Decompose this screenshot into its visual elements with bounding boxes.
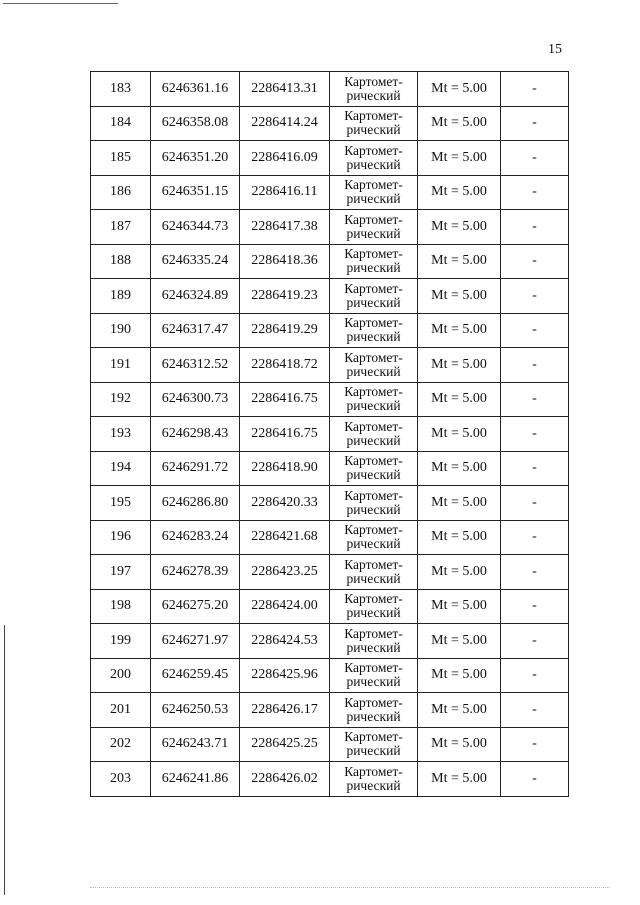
x-coordinate-cell: 6246259.45 [151,658,240,693]
table-row [91,520,569,555]
method-line-2: рический [346,605,401,621]
point-number-cell: 201 [91,693,151,728]
method-line-1: Картомет- [344,625,403,641]
method-line-2: рический [346,225,401,241]
table-row [91,417,569,452]
accuracy-cell: Mt = 5.00 [418,348,501,383]
note-cell: - [501,624,569,659]
x-coordinate-cell: 6246291.72 [151,451,240,486]
method-cell [330,72,418,107]
table-row [91,762,569,797]
point-number-cell: 184 [91,106,151,141]
method-cell [330,555,418,590]
table-row [91,210,569,245]
table-row [91,279,569,314]
x-coordinate-cell: 6246278.39 [151,555,240,590]
x-coordinate-cell: 6246358.08 [151,106,240,141]
method-cell [330,348,418,383]
point-number-cell: 192 [91,382,151,417]
method-line-1: Картомет- [344,487,403,503]
point-number-cell: 200 [91,658,151,693]
x-coordinate-cell: 6246300.73 [151,382,240,417]
point-number-cell: 187 [91,210,151,245]
note-cell: - [501,451,569,486]
table-row [91,244,569,279]
note-cell: - [501,72,569,107]
table-row [91,313,569,348]
accuracy-cell: Mt = 5.00 [418,693,501,728]
y-coordinate-cell: 2286418.36 [240,244,330,279]
x-coordinate-cell: 6246351.15 [151,175,240,210]
method-line-1: Картомет- [344,349,403,365]
y-coordinate-cell: 2286419.29 [240,313,330,348]
point-number-cell: 186 [91,175,151,210]
method-line-1: Картомет- [344,108,403,124]
y-coordinate-cell: 2286418.90 [240,451,330,486]
accuracy-cell: Mt = 5.00 [418,555,501,590]
method-cell [330,244,418,279]
method-line-2: рический [346,398,401,414]
note-cell: - [501,486,569,521]
y-coordinate-cell: 2286426.17 [240,693,330,728]
method-line-2: рический [346,156,401,172]
method-cell [330,451,418,486]
y-coordinate-cell: 2286420.33 [240,486,330,521]
header-rule [3,3,118,4]
table-row [91,624,569,659]
method-line-1: Картомет- [344,246,403,262]
method-line-1: Картомет- [344,591,403,607]
method-line-1: Картомет- [344,729,403,745]
scan-artifact [90,887,610,888]
point-number-cell: 198 [91,589,151,624]
accuracy-cell: Mt = 5.00 [418,520,501,555]
method-line-2: рический [346,191,401,207]
method-cell [330,520,418,555]
method-cell [330,486,418,521]
y-coordinate-cell: 2286424.00 [240,589,330,624]
x-coordinate-cell: 6246324.89 [151,279,240,314]
x-coordinate-cell: 6246250.53 [151,693,240,728]
method-line-2: рический [346,432,401,448]
y-coordinate-cell: 2286413.31 [240,72,330,107]
table-row [91,486,569,521]
y-coordinate-cell: 2286416.75 [240,417,330,452]
accuracy-cell: Mt = 5.00 [418,451,501,486]
accuracy-cell: Mt = 5.00 [418,210,501,245]
note-cell: - [501,279,569,314]
method-cell [330,279,418,314]
point-number-cell: 183 [91,72,151,107]
method-line-2: рический [346,639,401,655]
accuracy-cell: Mt = 5.00 [418,106,501,141]
y-coordinate-cell: 2286416.11 [240,175,330,210]
method-cell [330,141,418,176]
method-line-2: рический [346,467,401,483]
method-line-1: Картомет- [344,211,403,227]
table-row [91,175,569,210]
method-cell [330,313,418,348]
method-cell [330,693,418,728]
x-coordinate-cell: 6246275.20 [151,589,240,624]
point-number-cell: 195 [91,486,151,521]
method-line-1: Картомет- [344,177,403,193]
method-line-2: рический [346,87,401,103]
y-coordinate-cell: 2286416.09 [240,141,330,176]
accuracy-cell: Mt = 5.00 [418,658,501,693]
accuracy-cell: Mt = 5.00 [418,382,501,417]
x-coordinate-cell: 6246312.52 [151,348,240,383]
x-coordinate-cell: 6246283.24 [151,520,240,555]
point-number-cell: 194 [91,451,151,486]
method-cell [330,589,418,624]
method-line-1: Картомет- [344,315,403,331]
method-cell [330,417,418,452]
table-row [91,658,569,693]
x-coordinate-cell: 6246351.20 [151,141,240,176]
accuracy-cell: Mt = 5.00 [418,486,501,521]
method-line-2: рический [346,536,401,552]
accuracy-cell: Mt = 5.00 [418,244,501,279]
point-number-cell: 196 [91,520,151,555]
note-cell: - [501,520,569,555]
method-line-1: Картомет- [344,660,403,676]
method-line-1: Картомет- [344,384,403,400]
table-row [91,72,569,107]
note-cell: - [501,693,569,728]
y-coordinate-cell: 2286418.72 [240,348,330,383]
note-cell: - [501,555,569,590]
x-coordinate-cell: 6246243.71 [151,727,240,762]
method-line-2: рический [346,363,401,379]
y-coordinate-cell: 2286417.38 [240,210,330,245]
note-cell: - [501,417,569,452]
page-number: 15 [548,42,562,57]
x-coordinate-cell: 6246298.43 [151,417,240,452]
method-line-1: Картомет- [344,418,403,434]
method-line-2: рический [346,674,401,690]
method-line-2: рический [346,743,401,759]
note-cell: - [501,244,569,279]
x-coordinate-cell: 6246241.86 [151,762,240,797]
method-line-1: Картомет- [344,73,403,89]
method-line-2: рический [346,777,401,793]
point-number-cell: 190 [91,313,151,348]
method-line-1: Картомет- [344,763,403,779]
y-coordinate-cell: 2286426.02 [240,762,330,797]
note-cell: - [501,762,569,797]
table-row [91,106,569,141]
method-cell [330,106,418,141]
method-line-2: рический [346,122,401,138]
y-coordinate-cell: 2286416.75 [240,382,330,417]
note-cell: - [501,727,569,762]
point-number-cell: 185 [91,141,151,176]
accuracy-cell: Mt = 5.00 [418,417,501,452]
accuracy-cell: Mt = 5.00 [418,624,501,659]
table-row [91,589,569,624]
point-number-cell: 197 [91,555,151,590]
table-row [91,727,569,762]
method-cell [330,210,418,245]
note-cell: - [501,313,569,348]
y-coordinate-cell: 2286423.25 [240,555,330,590]
table-row [91,693,569,728]
accuracy-cell: Mt = 5.00 [418,313,501,348]
method-line-2: рический [346,708,401,724]
table-row [91,451,569,486]
note-cell: - [501,382,569,417]
scan-edge-mark [4,625,5,895]
table-row [91,141,569,176]
y-coordinate-cell: 2286424.53 [240,624,330,659]
method-line-2: рический [346,294,401,310]
accuracy-cell: Mt = 5.00 [418,141,501,176]
method-line-1: Картомет- [344,556,403,572]
x-coordinate-cell: 6246335.24 [151,244,240,279]
note-cell: - [501,175,569,210]
y-coordinate-cell: 2286419.23 [240,279,330,314]
table-body [91,72,569,797]
method-line-1: Картомет- [344,522,403,538]
point-number-cell: 203 [91,762,151,797]
accuracy-cell: Mt = 5.00 [418,279,501,314]
point-number-cell: 193 [91,417,151,452]
method-line-2: рический [346,260,401,276]
point-number-cell: 199 [91,624,151,659]
note-cell: - [501,589,569,624]
method-cell [330,727,418,762]
coordinates-table [90,71,569,797]
method-cell [330,382,418,417]
method-line-1: Картомет- [344,694,403,710]
note-cell: - [501,348,569,383]
method-cell [330,762,418,797]
table-row [91,348,569,383]
method-line-1: Картомет- [344,142,403,158]
accuracy-cell: Mt = 5.00 [418,762,501,797]
x-coordinate-cell: 6246317.47 [151,313,240,348]
method-cell [330,175,418,210]
x-coordinate-cell: 6246286.80 [151,486,240,521]
table-row [91,555,569,590]
accuracy-cell: Mt = 5.00 [418,72,501,107]
note-cell: - [501,210,569,245]
accuracy-cell: Mt = 5.00 [418,589,501,624]
point-number-cell: 202 [91,727,151,762]
accuracy-cell: Mt = 5.00 [418,727,501,762]
point-number-cell: 189 [91,279,151,314]
x-coordinate-cell: 6246344.73 [151,210,240,245]
x-coordinate-cell: 6246271.97 [151,624,240,659]
method-line-2: рический [346,501,401,517]
method-cell [330,658,418,693]
point-number-cell: 188 [91,244,151,279]
note-cell: - [501,106,569,141]
note-cell: - [501,658,569,693]
method-line-2: рический [346,570,401,586]
y-coordinate-cell: 2286414.24 [240,106,330,141]
method-line-1: Картомет- [344,453,403,469]
table-row [91,382,569,417]
method-line-2: рический [346,329,401,345]
method-cell [330,624,418,659]
method-line-1: Картомет- [344,280,403,296]
y-coordinate-cell: 2286421.68 [240,520,330,555]
y-coordinate-cell: 2286425.96 [240,658,330,693]
point-number-cell: 191 [91,348,151,383]
y-coordinate-cell: 2286425.25 [240,727,330,762]
x-coordinate-cell: 6246361.16 [151,72,240,107]
note-cell: - [501,141,569,176]
accuracy-cell: Mt = 5.00 [418,175,501,210]
